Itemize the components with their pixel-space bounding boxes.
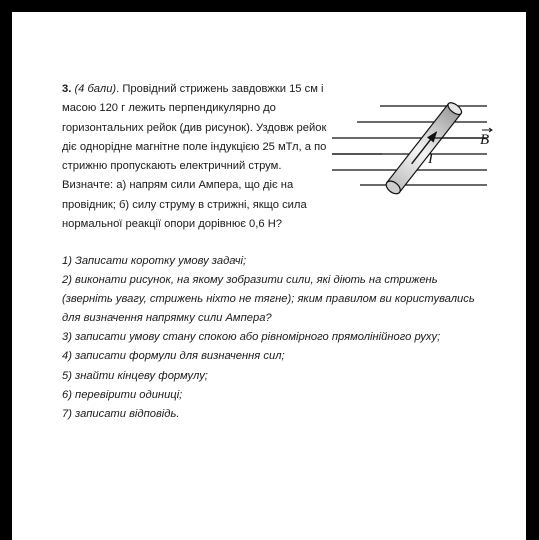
right-border xyxy=(526,0,539,540)
task-list xyxy=(62,252,512,424)
problem-statement: 3. (4 бали). Провідний стрижень завдовжки 15 см і масою 120 г лежить перпендикулярно до горизонтальних рейок (див рисунок). Уздовж рейок діє однорідне магнітне поле індукцією 25 мТл, а по стрижню пропускають електричний струм. Визначте: а) напрям сили Ампера, що діє на провідник; б) силу струму в стрижні, якщо сила нормальної реакції опори дорівнює 0,6 Н? xyxy=(62,83,327,231)
problem-text: Провідний стрижень завдовжки 15 см і масою 120 г лежить перпендикулярно до горизонтальних рейок (див рисунок). Уздовж рейок діє однорідне магнітне поле індукцією 25 мТл, а по стрижню пропускають електричний струм. Визначте: а) напрям сили Ампера, що діє на провідник; б) силу струму в стрижні, якщо сила нормальної реакції опори дорівнює 0,6 Н? xyxy=(62,83,327,231)
left-border xyxy=(0,0,12,540)
problem-number: 3. xyxy=(62,83,72,95)
task-line: 6) перевірити одиниці; xyxy=(62,388,183,401)
task-line: 5) знайти кінцеву формулу; xyxy=(62,369,208,382)
top-border xyxy=(0,0,539,12)
task-line: 1) Записати коротку умову задачі; xyxy=(62,255,247,267)
current-label: I xyxy=(428,151,433,167)
rod xyxy=(384,101,464,197)
problem-points: (4 бали) xyxy=(74,83,117,95)
rail-fragments xyxy=(332,138,487,154)
task-line: 3) записати умову стану спокою або рівномірного прямолінійного руху; xyxy=(62,331,441,344)
task-line: 2) виконати рисунок, на якому зобразити сили, які діють на стрижень xyxy=(62,274,438,287)
rails-rod-figure xyxy=(322,92,497,204)
task-line: 7) записати відповідь. xyxy=(62,407,180,420)
task-line: (зверніть увагу, стрижень ніхто не тягне); яким правилом ви користувались xyxy=(62,293,475,306)
field-label: B xyxy=(480,132,490,148)
task-line: 4) записати формули для визначення сил; xyxy=(62,350,285,363)
task-line: для визначення напрямку сили Ампера? xyxy=(62,312,272,325)
